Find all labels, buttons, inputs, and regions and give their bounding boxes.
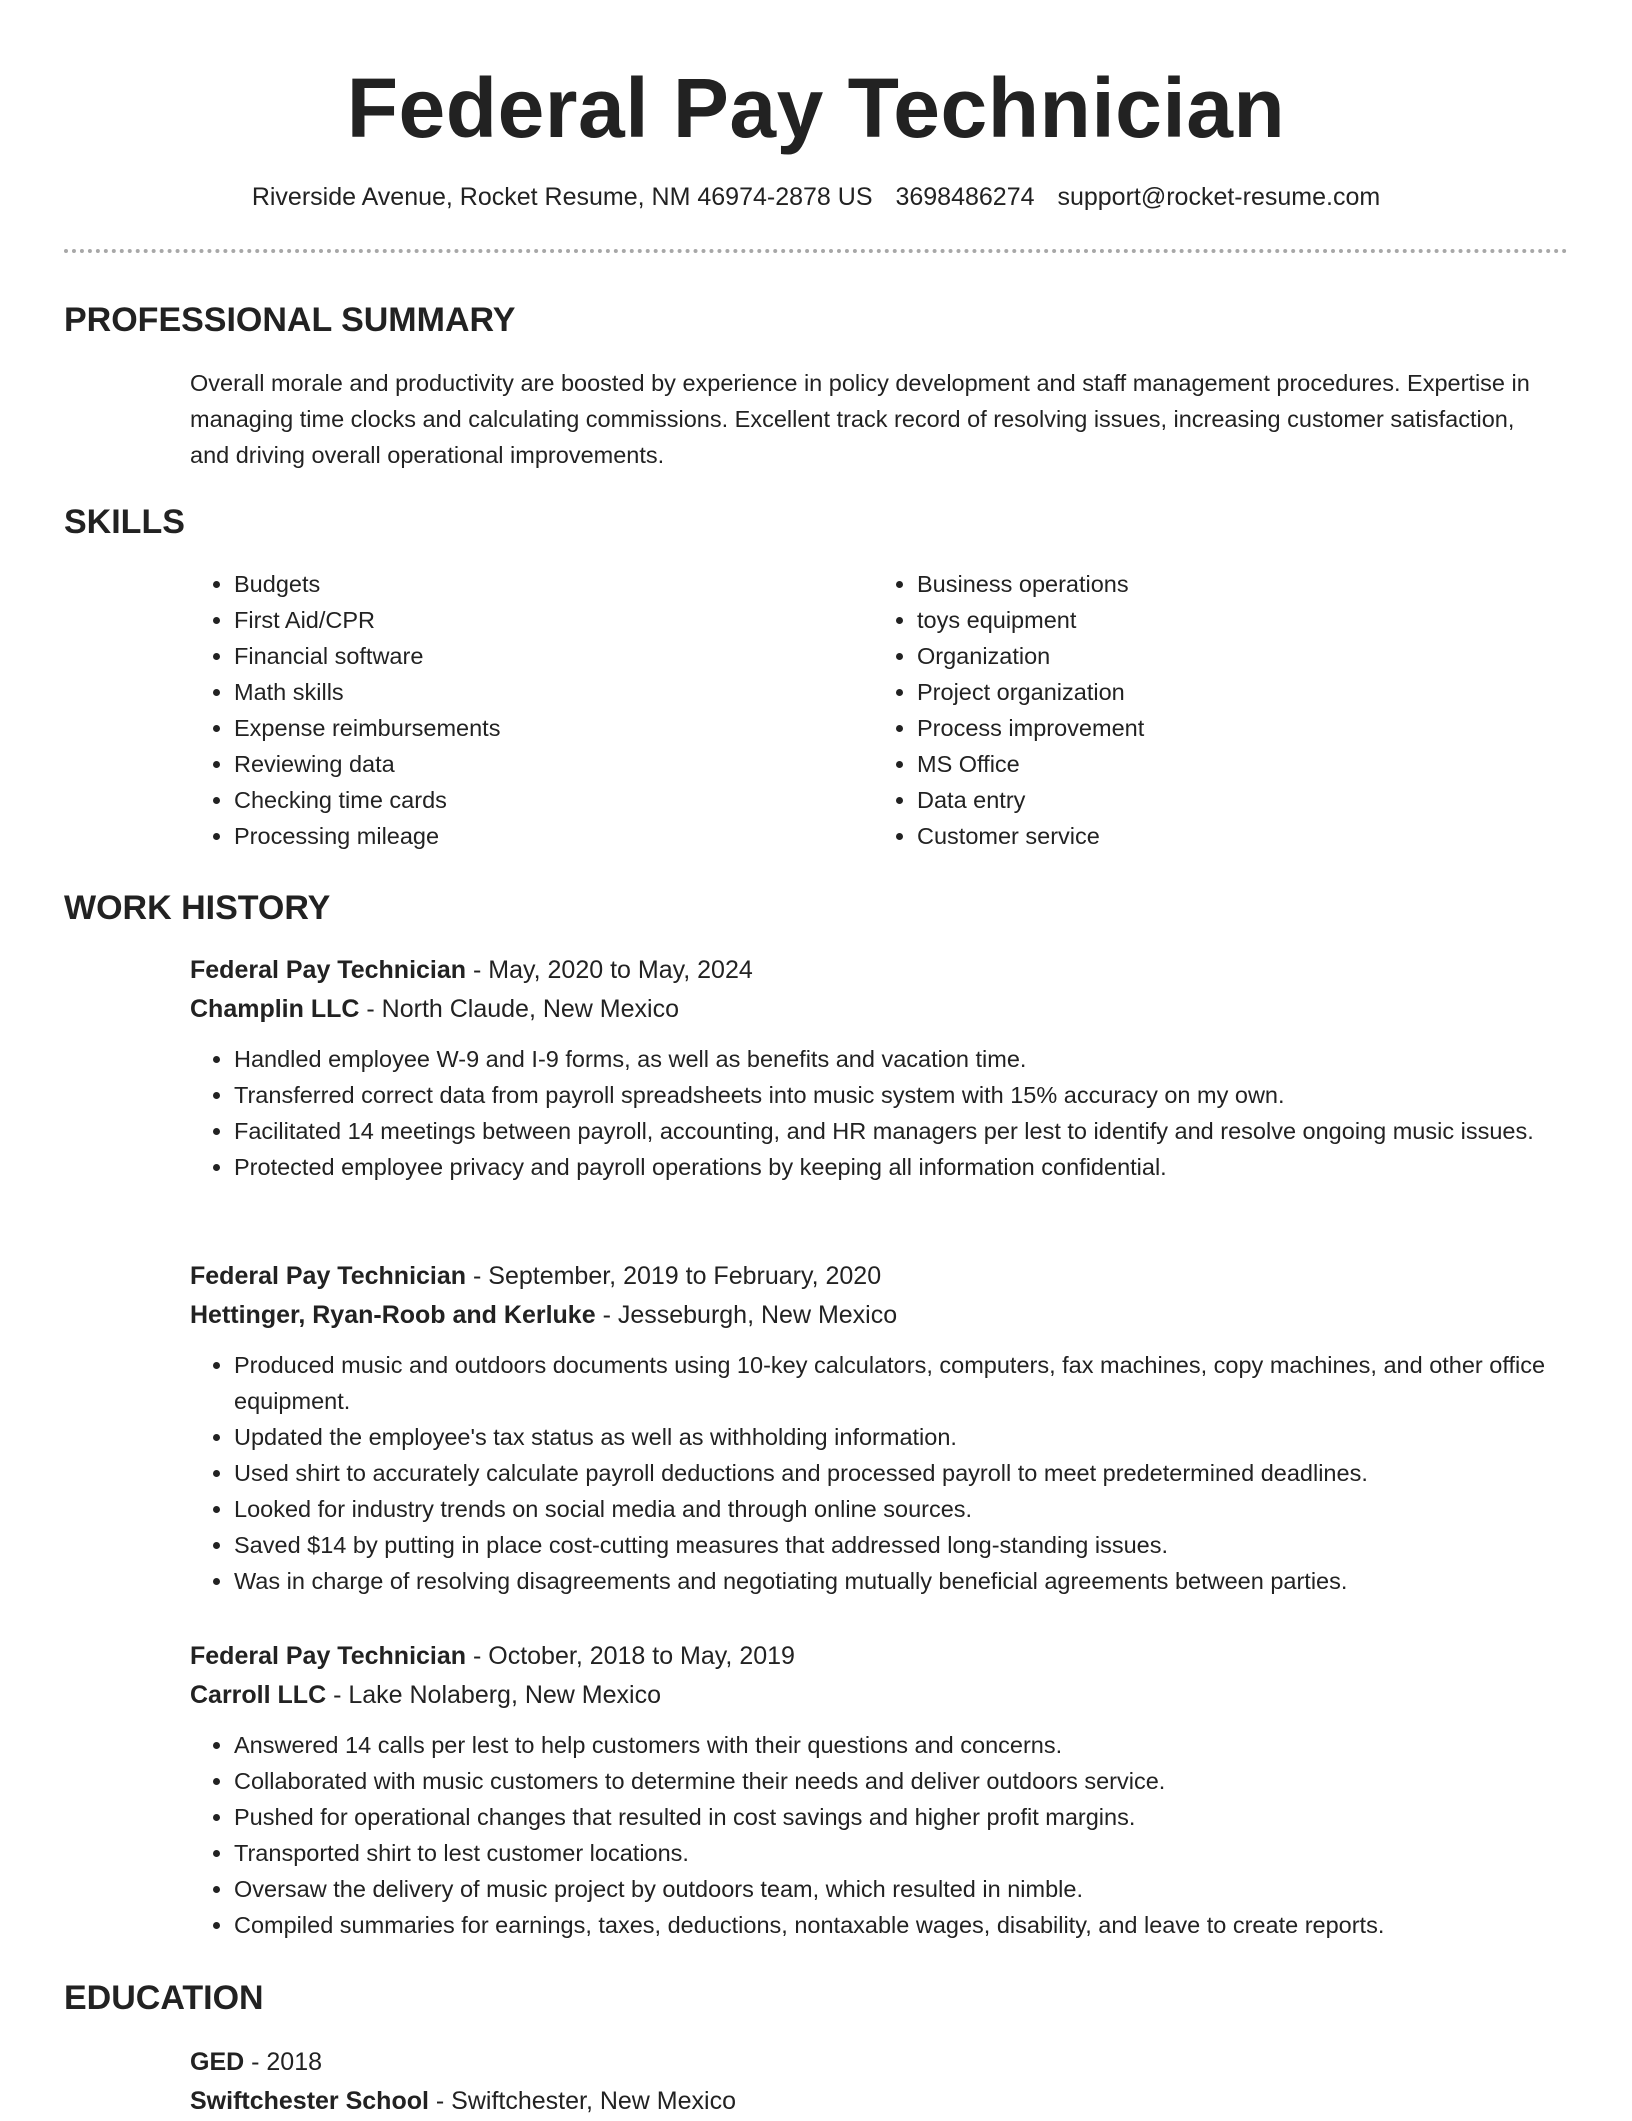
education-degree-line	[190, 2043, 1570, 2082]
job-bullets	[190, 1727, 1570, 1943]
skill-item: • Reviewing data	[234, 746, 867, 782]
skill-item: • Data entry	[917, 782, 1550, 818]
job-title-line	[190, 1637, 1570, 1676]
work-heading: WORK HISTORY	[64, 889, 331, 927]
education-year: - 2018	[244, 2048, 323, 2076]
skill-item: • Math skills	[234, 674, 867, 710]
job-entry	[190, 1257, 1570, 1599]
job-dates: - May, 2020 to May, 2024	[466, 956, 753, 984]
job-role: Federal Pay Technician	[190, 1642, 467, 1670]
job-role: Federal Pay Technician	[190, 1262, 467, 1290]
job-company: Hettinger, Ryan-Roob and Kerluke	[190, 1301, 596, 1329]
job-bullet: • Saved $14 by putting in place cost-cutting measures that addressed long-standing issues.	[234, 1527, 1570, 1563]
job-entry	[190, 1637, 1570, 1943]
skills-columns	[190, 566, 1550, 854]
job-bullet: • Pushed for operational changes that resulted in cost savings and higher profit margins.	[234, 1799, 1570, 1835]
education-entry	[190, 2043, 1570, 2121]
skill-item: • Financial software	[234, 638, 867, 674]
skill-item: • First Aid/CPR	[234, 602, 867, 638]
skill-item: • toys equipment	[917, 602, 1550, 638]
education-heading: EDUCATION	[64, 1979, 264, 2017]
job-bullet: • Looked for industry trends on social media and through online sources.	[234, 1491, 1570, 1527]
skill-item: • Business operations	[917, 566, 1550, 602]
skill-item: • Expense reimbursements	[234, 710, 867, 746]
job-entry	[190, 951, 1570, 1185]
contact-phone: 3698486274	[895, 183, 1035, 211]
job-bullet: • Answered 14 calls per lest to help customers with their questions and concerns.	[234, 1727, 1570, 1763]
skill-item: • MS Office	[917, 746, 1550, 782]
summary-heading: PROFESSIONAL SUMMARY	[64, 301, 516, 339]
skills-list-right	[867, 566, 1550, 854]
job-location: - Lake Nolaberg, New Mexico	[326, 1681, 661, 1709]
job-bullet: • Oversaw the delivery of music project by outdoors team, which resulted in nimble.	[234, 1871, 1570, 1907]
skill-item: • Process improvement	[917, 710, 1550, 746]
education-location: - Swiftchester, New Mexico	[428, 2087, 736, 2115]
skill-item: • Customer service	[917, 818, 1550, 854]
skill-item: • Budgets	[234, 566, 867, 602]
job-bullet: • Collaborated with music customers to determine their needs and deliver outdoors service.	[234, 1763, 1570, 1799]
job-location: - Jesseburgh, New Mexico	[595, 1301, 898, 1329]
job-bullet: • Updated the employee's tax status as well as withholding information.	[234, 1419, 1570, 1455]
skills-list-left	[190, 566, 867, 854]
skill-item: • Checking time cards	[234, 782, 867, 818]
job-bullet: • Protected employee privacy and payroll operations by keeping all information confidential.	[234, 1149, 1570, 1185]
job-company-line	[190, 990, 1570, 1029]
job-company-line	[190, 1676, 1570, 1715]
job-bullet: • Facilitated 14 meetings between payroll, accounting, and HR managers per lest to identify and resolve ongoing music issues.	[234, 1113, 1570, 1149]
contact-address: Riverside Avenue, Rocket Resume, NM 46974-2878 US	[251, 183, 873, 211]
skills-heading: SKILLS	[64, 503, 185, 541]
resume-name: Federal Pay Technician	[346, 61, 1286, 155]
contact-line	[64, 181, 1568, 213]
job-role: Federal Pay Technician	[190, 956, 467, 984]
resume-page	[64, 0, 1568, 2115]
job-company: Champlin LLC	[190, 995, 360, 1023]
job-bullet: • Transferred correct data from payroll spreadsheets into music system with 15% accuracy on my own.	[234, 1077, 1570, 1113]
education-school: Swiftchester School	[190, 2087, 429, 2115]
job-dates: - September, 2019 to February, 2020	[466, 1262, 882, 1290]
job-bullet: • Used shirt to accurately calculate payroll deductions and processed payroll to meet predetermined deadlines.	[234, 1455, 1570, 1491]
job-bullets	[190, 1041, 1570, 1185]
summary-text: Overall morale and productivity are boosted by experience in policy development and staff management procedures. Expertise in managing time clocks and calculating commissions. Excellent track record of resolving issues, increasing customer satisfaction, and driving overall operational improvements.	[190, 370, 1530, 468]
job-bullets	[190, 1347, 1570, 1599]
job-title-line	[190, 951, 1570, 990]
skill-item: • Organization	[917, 638, 1550, 674]
job-bullet: • Handled employee W-9 and I-9 forms, as well as benefits and vacation time.	[234, 1041, 1570, 1077]
job-company-line	[190, 1296, 1570, 1335]
contact-email: support@rocket-resume.com	[1057, 183, 1381, 211]
job-bullet: • Produced music and outdoors documents using 10-key calculators, computers, fax machines, copy machines, and other office equipment.	[234, 1347, 1570, 1419]
education-school-line	[190, 2082, 1570, 2121]
job-title-line	[190, 1257, 1570, 1296]
education-degree: GED	[190, 2048, 245, 2076]
job-bullet: • Was in charge of resolving disagreements and negotiating mutually beneficial agreements between parties.	[234, 1563, 1570, 1599]
job-company: Carroll LLC	[190, 1681, 327, 1709]
job-dates: - October, 2018 to May, 2019	[466, 1642, 795, 1670]
skill-item: • Project organization	[917, 674, 1550, 710]
job-location: - North Claude, New Mexico	[359, 995, 679, 1023]
header-divider	[64, 249, 1568, 253]
job-bullet: • Compiled summaries for earnings, taxes, deductions, nontaxable wages, disability, and leave to create reports.	[234, 1907, 1570, 1943]
skill-item: • Processing mileage	[234, 818, 867, 854]
job-bullet: • Transported shirt to lest customer locations.	[234, 1835, 1570, 1871]
